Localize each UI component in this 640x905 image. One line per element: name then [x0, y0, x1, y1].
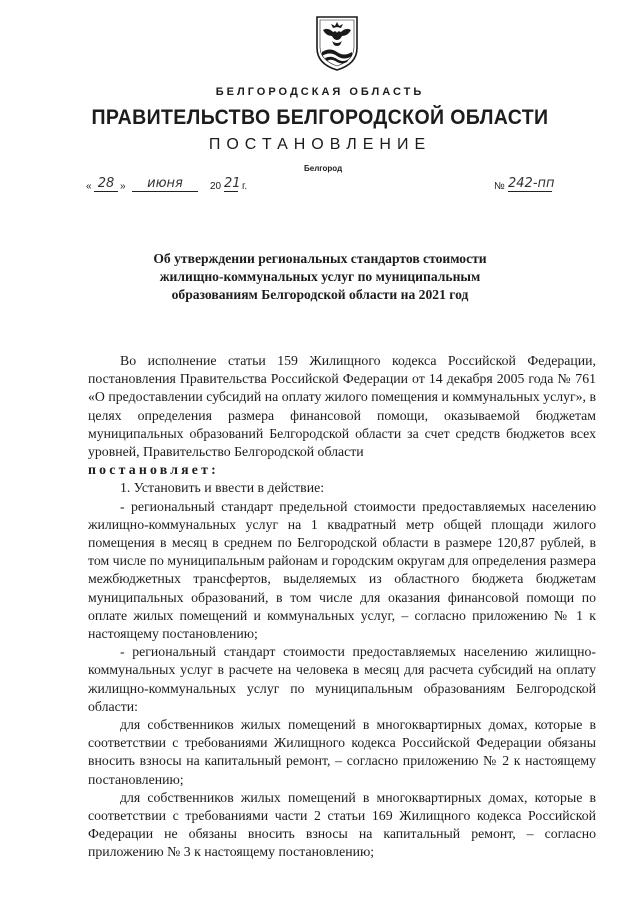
date-year-suffix: 21 [224, 176, 241, 191]
date-month: июня [132, 176, 198, 192]
decree-number: 242-пп [508, 176, 555, 191]
date-close-quote: » [120, 181, 126, 192]
preamble-paragraph: Во исполнение статьи 159 Жилищного кодекса Российской Федерации, постановления Правительства Российской Федерации от 14 декабря 2005 года № 761 «О предоставлении субсидий на оплату жилого помещения и коммунальных услуг», в целях определения размера финансовой помощи, оказываемой бюджетам муниципальных образований Белгородской области за счет средств бюджетов всех уровней, Правительство Белгородской области [88, 353, 596, 460]
date-and-number-line [86, 174, 556, 194]
date-year-prefix: 20 [210, 181, 222, 192]
bullet-paragraph-1: - региональный стандарт предельной стоимости предоставляемых населению жилищно-коммунальных услуг на 1 квадратный метр общей площади жилого помещения в месяц в среднем по Белгородской области в размере 120,87 рублей, в том числе по муниципальным районам и городским округам для определения размера межбюджетных трансфертов, выделяемых из областного бюджета бюджетам муниципальных образований, в том числе для оказания финансовой помощи по оплате жилых помещений и коммунальных услуг, – согласно приложению № 1 к настоящему постановлению; [88, 498, 596, 642]
sub-paragraph-2: для собственников жилых помещений в многоквартирных домах, которые в соответствии с требованиями части 2 статьи 169 Жилищного кодекса Российской Федерации не обязаны вносить взносы на капитальный ремонт, – согласно приложению № 3 к настоящему постановлению; [88, 789, 596, 860]
date-day: 28 [94, 176, 118, 192]
document-title [0, 250, 640, 304]
title-line-1: Об утверждении региональных стандартов стоимости [153, 251, 487, 266]
decree-number-label: № [494, 181, 505, 192]
sub-paragraph-1: для собственников жилых помещений в многоквартирных домах, которые в соответствии с требованиями Жилищного кодекса Российской Федерации обязаны вносить взносы на капитальный ремонт, – согласно приложению № 2 к настоящему постановлению; [88, 717, 596, 787]
date-year-mark: г. [242, 181, 248, 192]
decrees-word: постановляет: [88, 462, 219, 478]
belgorod-coat-of-arms-icon [314, 14, 360, 72]
document-type: ПОСТАНОВЛЕНИЕ [208, 136, 432, 153]
title-line-3: образованиям Белгородской области на 2021 год [171, 287, 469, 302]
document-body [88, 352, 596, 862]
government-name: ПРАВИТЕЛЬСТВО БЕЛГОРОДСКОЙ ОБЛАСТИ [91, 106, 549, 129]
title-line-2: жилищно-коммунальных услуг по муниципальным [159, 269, 481, 284]
bullet-paragraph-2: - региональный стандарт стоимости предоставляемых населению жилищно-коммунальных услуг в расчете на человека в месяц для расчета субсидий на оплату жилищно-коммунальных услуг по муниципальным образованиям Белгородской области: [88, 644, 596, 714]
item-1: 1. Установить и ввести в действие: [120, 480, 325, 496]
date-open-quote: « [86, 181, 92, 192]
city-name: Белгород [304, 164, 343, 173]
region-name: БЕЛГОРОДСКАЯ ОБЛАСТЬ [215, 86, 425, 98]
